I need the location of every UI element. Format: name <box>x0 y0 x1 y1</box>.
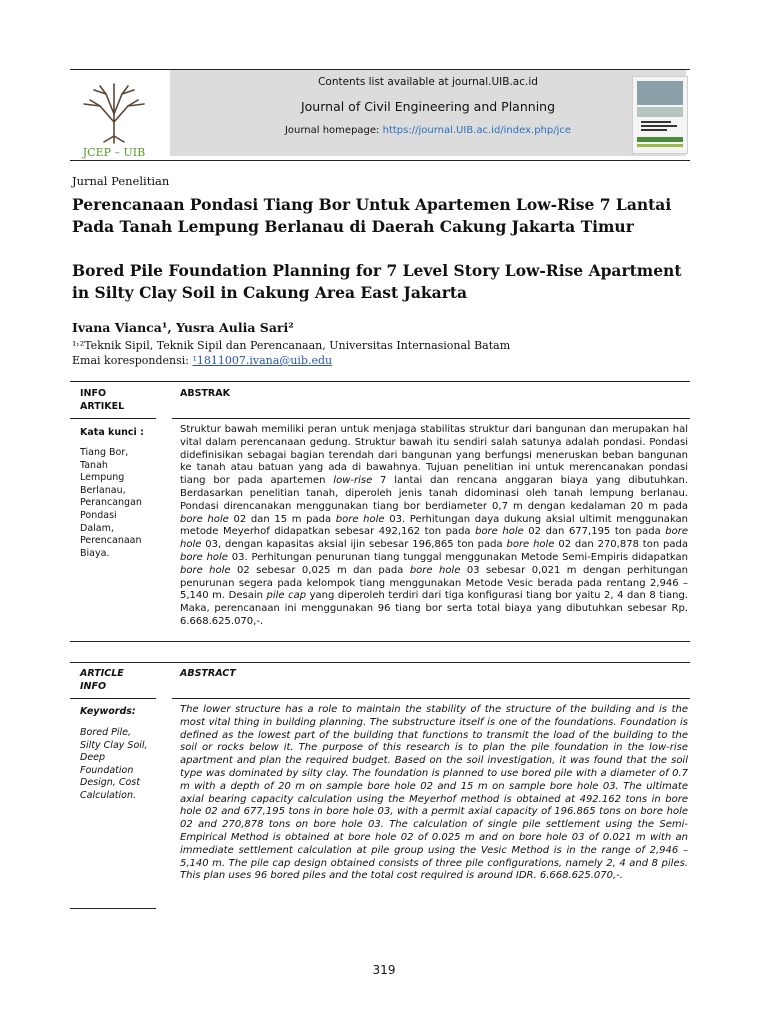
email-label: Emai korespondensi: <box>72 354 193 367</box>
homepage-line <box>170 125 686 136</box>
kata-kunci-list: Tiang Bor, Tanah Lempung Berlanau, Perancangan Pondasi Dalam, Perencanaan Biaya. <box>80 447 142 559</box>
journal-logo <box>70 70 158 160</box>
rule-id-info <box>70 418 156 419</box>
keywords-list: Bored Pile, Silty Clay Soil, Deep Foundation Design, Cost Calculation. <box>80 727 148 801</box>
article-info-label: ARTICLE INFO <box>80 668 124 692</box>
tree-logo-icon <box>70 70 158 160</box>
title-english: Bored Pile Foundation Planning for 7 Level Story Low-Rise Apartment in Silty Clay Soil in Cakung Area East Jakarta <box>72 261 682 302</box>
rule-en-top <box>70 662 690 663</box>
keywords-label: Keywords: <box>80 706 136 717</box>
title-indonesian: Perencanaan Pondasi Tiang Bor Untuk Apartemen Low-Rise 7 Lantai Pada Tanah Lempung Berlanau di Daerah Cakung Jakarta Timur <box>72 195 672 236</box>
rule-en-bottom <box>70 908 156 909</box>
logo-text: JCEP – UIB <box>82 146 146 159</box>
journal-name: Journal of Civil Engineering and Planning <box>300 99 556 114</box>
rule-id-top <box>70 381 690 382</box>
journal-info-box <box>170 70 686 156</box>
authors: Ivana Vianca¹, Yusra Aulia Sari² <box>72 320 294 335</box>
rule-en-abstract <box>172 698 690 699</box>
info-artikel-label: INFO ARTIKEL <box>80 388 125 412</box>
page-number: 319 <box>372 963 396 977</box>
email-link[interactable]: ¹1811007.ivana@uib.edu <box>192 354 333 367</box>
journal-header <box>70 70 690 162</box>
article-type: Jurnal Penelitian <box>72 174 170 188</box>
affiliation: ¹˒²Teknik Sipil, Teknik Sipil dan Perencanaan, Universitas Internasional Batam <box>72 339 511 352</box>
kata-kunci-label: Kata kunci : <box>80 427 144 438</box>
abstract-text: The lower structure has a role to maintain the stability of the structure of the building and is the most vital thing in building planning. The substructure itself is one of the foundations. Foundation is defined as the lowest part of the building that functions to transmit the load of the building to the soil or rocks below it. The purpose of this research is to plan the pile foundation in the low-rise apartment and plan the required budget. Based on the soil investigation, it was found that the soil type was dominated by silty clay. The foundation is planned to use bored pile with a diameter of 0.7 m with a depth of 20 m on sample bore hole 02 and 15 m on sample bore hole 03. The ultimate axial bearing capacity calculation using the Meyerhof method is obtained at 492.162 tons in bore hole 02 and 677,195 tons in bore hole 03, with a permit axial capacity of 196.865 tons on bore hole 02 and 270,878 tons on bore hole 03. The calculation of single pile settlement using the Semi-Empirical Method is obtained at bore hole 02 of 0.025 m and on bore hole 03 of 0.021 m with an immediate settlement calculation at pile group using the Vesic Method is in the range of 2,946 – 5,140 m. The pile cap design obtained consists of three pile configurations, namely 2, 4 and 8 piles. This plan uses 96 bored piles and the total cost required is around IDR. 6.668.625.070,-. <box>180 704 688 882</box>
abstract-label: ABSTRACT <box>180 668 236 679</box>
header-bottom-rule <box>70 160 690 161</box>
journal-cover-thumbnail <box>632 76 688 154</box>
rule-id-bottom <box>70 641 690 642</box>
homepage-label: Journal homepage: <box>284 125 380 136</box>
rule-en-info <box>70 698 156 699</box>
correspondence-line <box>72 354 332 367</box>
contents-line: Contents list available at journal.UIB.ac.id <box>318 76 538 88</box>
abstrak-label: ABSTRAK <box>180 388 230 399</box>
homepage-link[interactable]: https://journal.UIB.ac.id/index.php/jce <box>382 125 572 136</box>
abstrak-text: Struktur bawah memiliki peran untuk menjaga stabilitas struktur dari bangunan dan merupakan hal vital dalam perencanaan gedung. Struktur bawah itu sendiri salah satunya adalah pondasi. Pondasi didefinisikan sebagai bagian terendah dari bangunan yang berfungsi meneruskan beban bangunan ke tanah atau batuan yang ada di bawahnya. Tujuan penelitian ini untuk merencanakan pondasi tiang bor pada apartemen low-rise 7 lantai dan rencana anggaran biaya yang dibutuhkan. Berdasarkan penelitian tanah, diperoleh jenis tanah didominasi oleh tanah lempung berlanau. Pondasi direncanakan menggunakan tiang bor berdiameter 0,7 m dengan kedalaman 20 m pada bore hole 02 dan 15 m pada bore hole 03. Perhitungan daya dukung aksial ultimit menggunakan metode Meyerhof didapatkan sebesar 492,162 ton pada bore hole 02 dan 677,195 ton pada bore hole 03, dengan kapasitas aksial ijin sebesar 196,865 ton pada bore hole 02 dan 270,878 ton pada bore hole 03. Perhitungan penurunan tiang tunggal menggunakan Metode Semi-Empiris didapatkan bore hole 02 sebesar 0,025 m dan pada bore hole 03 sebesar 0,021 m dengan perhitungan penurunan segera pada kelompok tiang menggunakan Metode Vesic berada pada rentang 2,946 – 5,140 m. Desain pile cap yang diperoleh terdiri dari tiga konfigurasi tiang bor yaitu 2, 4 dan 8 tiang. Maka, perencanaan ini menggunakan 96 tiang bor serta total biaya yang dibutuhkan sebesar Rp. 6.668.625.070,-. <box>180 424 689 627</box>
rule-id-abstract <box>172 418 690 419</box>
